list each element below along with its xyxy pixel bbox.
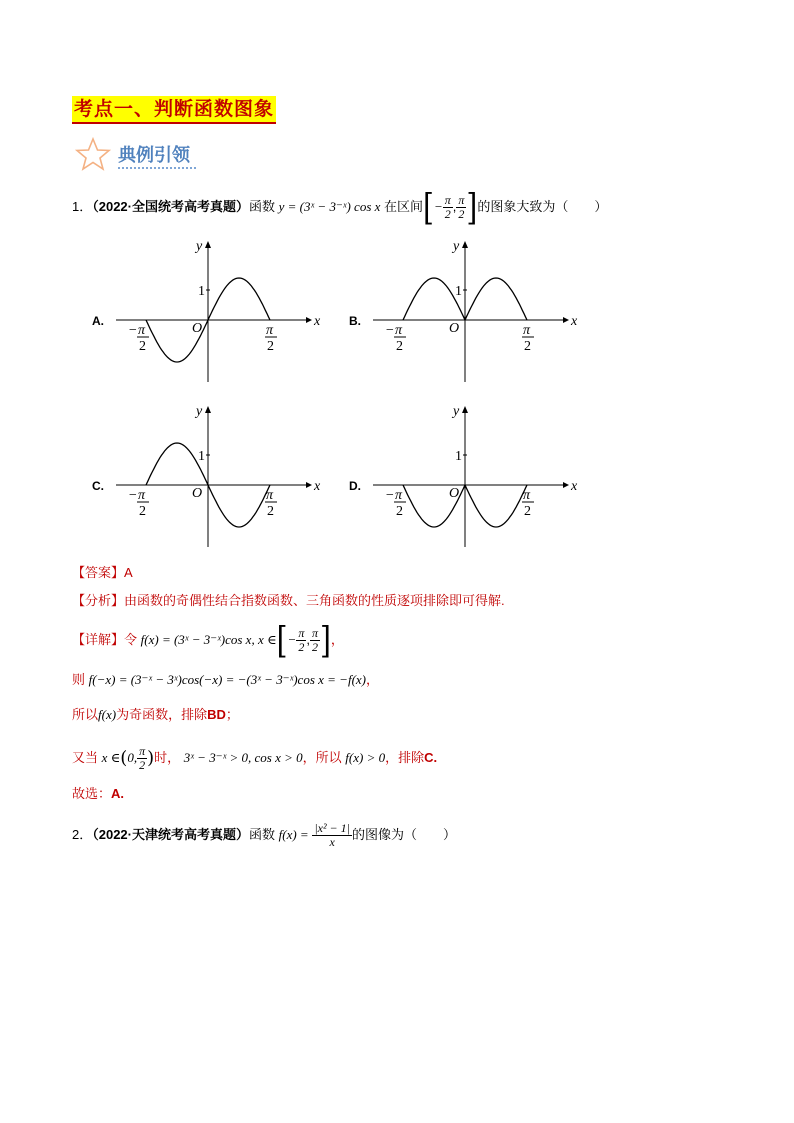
x-axis-arrow	[563, 482, 569, 488]
option-b[interactable]	[345, 236, 585, 391]
interval-fraction: $\frac{\pi}{2}$	[139, 744, 146, 772]
x-tick-two: 2	[139, 339, 146, 354]
stem-text: 在区间	[384, 198, 424, 214]
question-number: 2．	[72, 826, 93, 842]
x-axis-label: x	[571, 479, 578, 494]
y-axis-label: y	[453, 239, 460, 254]
stem-text: 函数	[248, 826, 275, 842]
bracket-left: [	[276, 618, 288, 662]
interval-fraction: $\frac{\pi}{2}$	[444, 193, 451, 221]
origin-label: O	[449, 486, 460, 501]
x-tick-pi: π	[138, 323, 146, 338]
x-tick-two: 2	[396, 339, 403, 354]
example-title: 典例引领	[118, 145, 190, 166]
interval-fraction: $\frac{\pi}{2}$	[311, 626, 318, 654]
y-tick-one: 1	[455, 284, 462, 299]
detail-text: ，	[366, 672, 380, 687]
eliminated-option: C.	[424, 749, 438, 765]
conclusion-answer: A.	[111, 786, 125, 801]
detail-text: 又当	[72, 749, 99, 765]
interval-fraction: $\frac{\pi}{2}$	[458, 193, 465, 221]
eliminated-options: BD	[207, 707, 226, 722]
option-d[interactable]	[345, 401, 585, 556]
y-tick-one: 1	[198, 449, 205, 464]
detail-expression: f(x)	[98, 707, 117, 722]
detail-text: ，	[330, 631, 344, 647]
x-axis-arrow	[563, 317, 569, 323]
function-fraction	[312, 822, 352, 849]
x-tick-two: 2	[524, 504, 531, 519]
x-tick-two: 2	[524, 339, 531, 354]
option-label: D.	[349, 479, 361, 493]
x-axis-arrow	[306, 482, 312, 488]
detail-expression: x ∈	[101, 749, 121, 765]
conclusion-line	[72, 784, 124, 804]
detail-text: ，排除	[385, 749, 425, 765]
x-tick-two: 2	[267, 504, 274, 519]
y-axis-arrow	[462, 241, 468, 248]
option-label: C.	[92, 479, 104, 493]
stem-text: 的图像为（ ）	[351, 826, 456, 842]
x-axis-arrow	[306, 317, 312, 323]
analysis-text: 由函数的奇偶性结合指数函数、三角函数的性质逐项排除即可得解.	[124, 593, 505, 608]
x-tick-two: 2	[396, 504, 403, 519]
bracket-right: ]	[466, 185, 478, 229]
answer-tag: 【答案】	[72, 565, 125, 580]
interval-zero: 0,	[127, 749, 138, 765]
detail-line-4: 又当 x ∈(0, $\frac{\pi}{2}$ )时， 3ˣ − 3⁻ˣ > 0, cos x > 0，所以 f(x) > 0，排除C.	[72, 744, 438, 772]
bracket-right: ]	[319, 618, 331, 662]
x-tick-minus: −	[128, 488, 138, 503]
detail-text: 时，	[154, 749, 181, 765]
example-underline	[118, 167, 196, 169]
detail-expression: f(−x) = (3⁻ˣ − 3ˣ)cos(−x) = −(3ˣ − 3⁻ˣ)cos x = −f(x)	[88, 672, 366, 687]
x-tick-two: 2	[267, 339, 274, 354]
origin-label: O	[449, 321, 460, 336]
detail-line-2	[72, 670, 379, 690]
fraction-numerator: |x² − 1|	[314, 821, 350, 835]
x-tick-minus: −	[128, 323, 138, 338]
option-c[interactable]	[88, 401, 328, 556]
origin-label: O	[192, 321, 203, 336]
y-tick-one: 1	[198, 284, 205, 299]
detail-expression: f(x) = (3ˣ − 3⁻ˣ)cos x, x ∈	[140, 631, 277, 647]
x-tick-pi: π	[395, 323, 403, 338]
x-tick-pi: π	[138, 488, 146, 503]
detail-text: 则	[72, 672, 86, 687]
y-tick-one: 1	[455, 449, 462, 464]
x-tick-pi: π	[523, 323, 531, 338]
detail-expression: 3ˣ − 3⁻ˣ > 0, cos x > 0	[183, 749, 303, 765]
detail-text: 令	[124, 631, 138, 647]
detail-line-1: 【详解】令 f(x) = (3ˣ − 3⁻ˣ)cos x, x ∈[− $\frac{\pi}{2}$ , $\frac{\pi}{2}$ ]，	[72, 618, 344, 662]
bracket-left: [	[423, 185, 434, 229]
interval-minus: −	[287, 631, 297, 647]
x-tick-minus: −	[385, 323, 395, 338]
option-label: A.	[92, 314, 104, 328]
analysis-tag: 【分析】	[72, 593, 125, 608]
fraction-denominator: x	[329, 835, 335, 849]
interval-minus: −	[433, 198, 443, 214]
y-axis-arrow	[462, 406, 468, 413]
stem-text: 函数	[248, 198, 275, 214]
y-axis-label: y	[196, 239, 203, 254]
x-tick-pi: π	[266, 323, 274, 338]
detail-text: 所以	[72, 707, 99, 722]
answer-value: A	[124, 565, 133, 580]
detail-line-3	[72, 705, 239, 725]
y-axis-arrow	[205, 406, 211, 413]
origin-label: O	[192, 486, 203, 501]
detail-expression: f(x) > 0	[345, 749, 386, 765]
question-1-stem: 1．（2022·全国统考高考真题）函数 y = (3ˣ − 3⁻ˣ) cos x 在区间[− $\frac{\pi}{2}$ , $\frac{\pi}{2}$ ]的图象大致为（ ）	[72, 185, 608, 229]
interval-fraction: $\frac{\pi}{2}$	[298, 626, 305, 654]
y-axis-label: y	[453, 404, 460, 419]
detail-tag: 【详解】	[72, 631, 125, 647]
option-label: B.	[349, 314, 361, 328]
section-title: 考点一、判断函数图象	[72, 96, 276, 124]
star-icon	[74, 137, 112, 171]
x-tick-pi: π	[523, 488, 531, 503]
x-tick-pi: π	[266, 488, 274, 503]
x-axis-label: x	[314, 479, 321, 494]
x-axis-label: x	[571, 314, 578, 329]
question-source: （2022·天津统考高考真题）	[92, 826, 249, 842]
detail-text: ，所以	[302, 749, 342, 765]
x-tick-pi: π	[395, 488, 403, 503]
question-source: （2022·全国统考高考真题）	[92, 198, 249, 214]
y-axis-arrow	[205, 241, 211, 248]
question-2-stem	[72, 822, 456, 849]
answer-line	[72, 563, 133, 583]
y-axis-label: y	[196, 404, 203, 419]
x-tick-two: 2	[139, 504, 146, 519]
conclusion-text: 故选：	[72, 786, 112, 801]
detail-text: 为奇函数，排除	[116, 707, 208, 722]
function-expression: y = (3ˣ − 3⁻ˣ) cos x	[278, 198, 381, 214]
detail-text: ；	[225, 707, 239, 722]
question-number: 1．	[72, 198, 93, 214]
stem-text: 的图象大致为（ ）	[477, 198, 608, 214]
option-a[interactable]	[88, 236, 328, 391]
x-tick-minus: −	[385, 488, 395, 503]
function-lhs: f(x) =	[278, 826, 309, 842]
analysis-line	[72, 591, 505, 611]
x-axis-label: x	[314, 314, 321, 329]
